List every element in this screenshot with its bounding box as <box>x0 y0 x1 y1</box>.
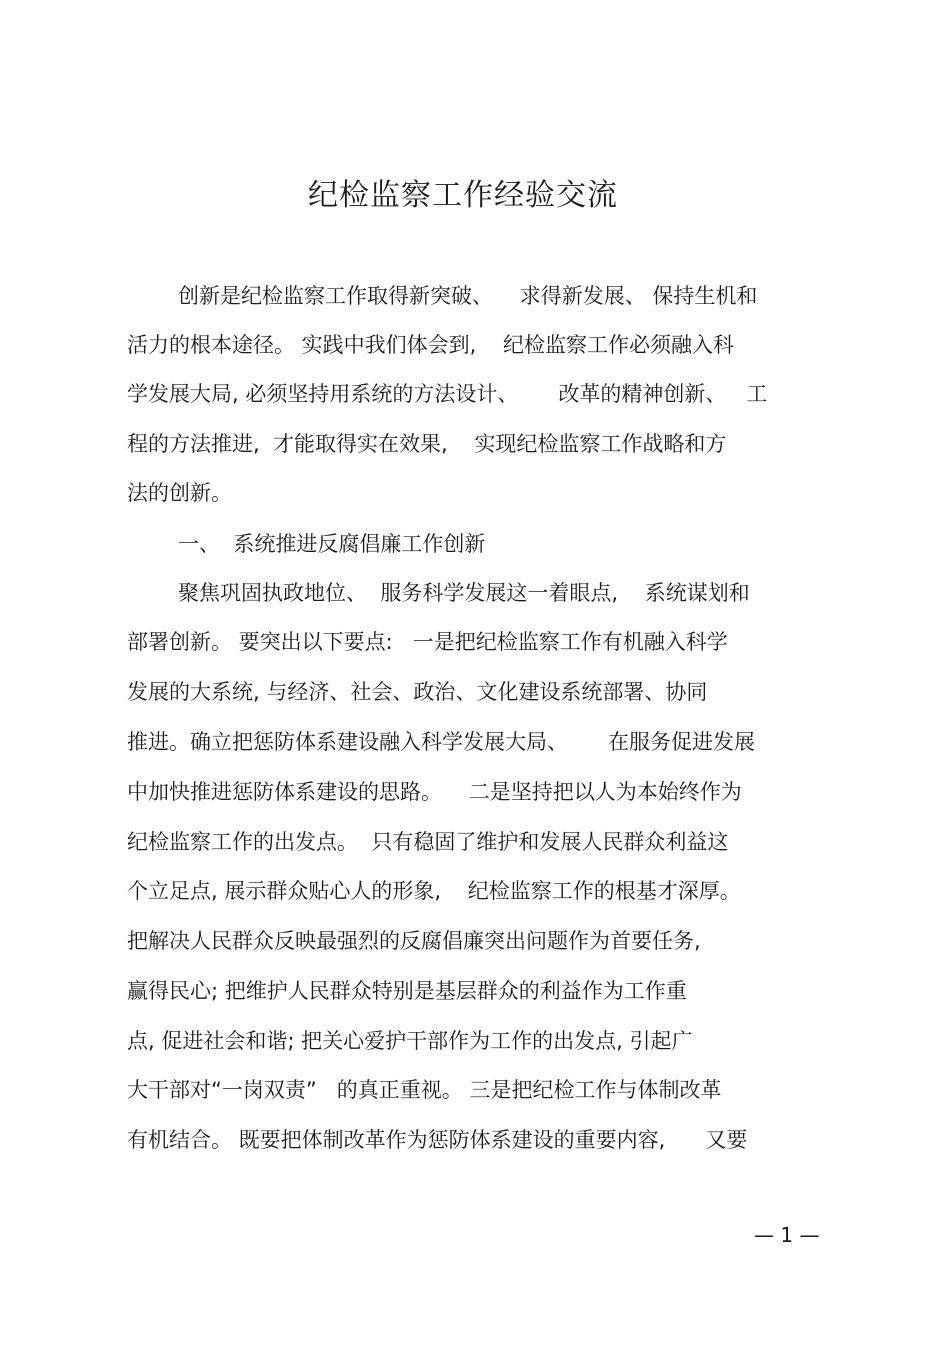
text-line: 部署创新。 要突出以下要点: 一是把纪检监察工作有机融入科学 <box>127 630 728 654</box>
text-line: 发展的大系统, 与经济、社会、政治、文化建设系统部署、协同 <box>127 680 708 704</box>
text-line: 纪检监察工作的出发点。 只有稳固了维护和发展人民群众利益这 <box>127 830 729 854</box>
text-line: 法的创新。 <box>127 481 232 505</box>
document-title: 纪检监察工作经验交流 <box>308 178 618 213</box>
text-line: 聚焦巩固执政地位、 服务科学发展这一着眼点, 系统谋划和 <box>178 581 750 605</box>
text-line: 程的方法推进, 才能取得实在效果, 实现纪检监察工作战略和方 <box>127 432 727 456</box>
text-line: 把解决人民群众反映最强烈的反腐倡廉突出问题作为首要任务, <box>127 929 701 953</box>
text-line: 大干部对“一岗双责” 的真正重视。 三是把纪检工作与体制改革 <box>127 1078 722 1102</box>
section-heading: 一、 系统推进反腐倡廉工作创新 <box>178 532 486 556</box>
text-line: 活力的根本途径。 实践中我们体会到, 纪检监察工作必须融入科 <box>127 333 735 357</box>
text-line: 中加快推进惩防体系建设的思路。 二是坚持把以人为本始终作为 <box>127 780 742 804</box>
text-line: 学发展大局, 必须坚持用系统的方法设计、 改革的精神创新、 工 <box>127 382 768 406</box>
text-line: 个立足点, 展示群众贴心人的形象, 纪检监察工作的根基才深厚。 <box>127 879 741 903</box>
text-line: 赢得民心; 把维护人民群众特别是基层群众的利益作为工作重 <box>127 979 687 1003</box>
text-line: 有机结合。 既要把体制改革作为惩防体系建设的重要内容, 又要 <box>127 1128 748 1152</box>
page-number: — 1 — <box>754 1223 820 1247</box>
text-line: 点, 促进社会和谐; 把关心爱护干部作为工作的出发点, 引起广 <box>127 1029 693 1053</box>
text-line: 推进。确立把惩防体系建设融入科学发展大局、 在服务促进发展 <box>127 730 756 754</box>
text-line: 创新是纪检监察工作取得新突破、 求得新发展、 保持生机和 <box>178 284 758 308</box>
